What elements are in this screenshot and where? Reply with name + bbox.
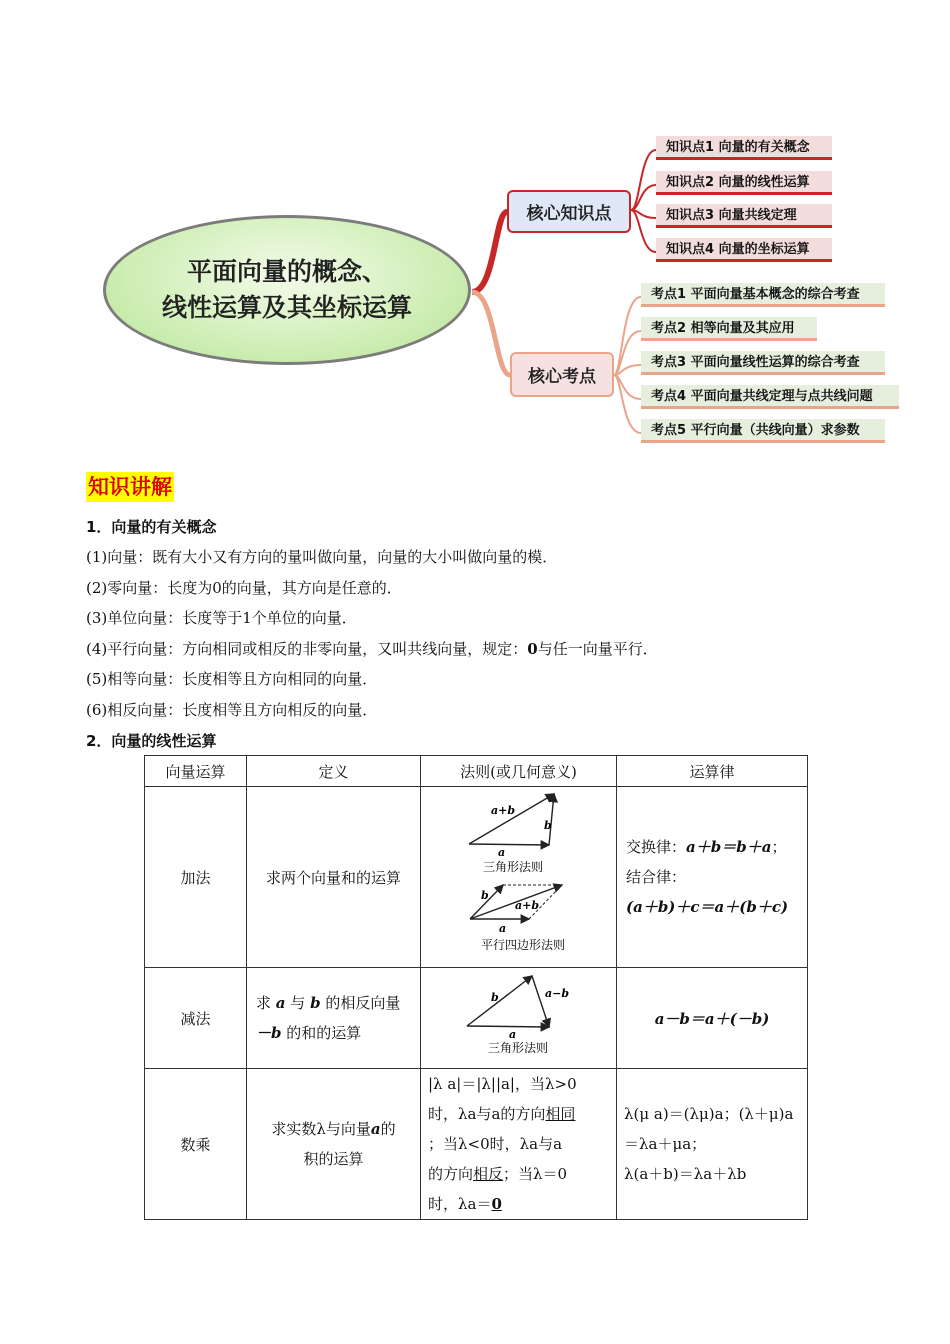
label-a-plus-b: a+b xyxy=(515,899,540,912)
knowledge-point-1: 知识点1 向量的有关概念 xyxy=(656,136,832,160)
knowledge-point-4: 知识点4 向量的坐标运算 xyxy=(656,238,832,262)
section-title: 知识讲解 xyxy=(86,472,174,502)
concept-item: (2)零向量：长度为0的向量，其方向是任意的． xyxy=(86,579,402,597)
header-op: 向量运算 xyxy=(145,756,247,787)
commutative-law: 交换律：a＋b＝b＋a； xyxy=(626,838,787,856)
def-scalar: 求实数λ与向量a的 积的运算 xyxy=(247,1069,421,1220)
concept-item: (6)相反向量：长度相等且方向相反的向量． xyxy=(86,701,378,719)
label-a: a xyxy=(499,922,507,935)
label-a-plus-b: a+b xyxy=(491,804,516,817)
knowledge-point-2: 知识点2 向量的线性运算 xyxy=(656,171,832,195)
label-a: a xyxy=(509,1028,517,1041)
table-header-row xyxy=(145,756,808,787)
concept-item: (5)相等向量：长度相等且方向相同的向量． xyxy=(86,670,378,688)
exam-point-4: 考点4 平面向量共线定理与点共线问题 xyxy=(641,385,899,409)
op-subtraction: 减法 xyxy=(145,968,247,1069)
rule-scalar: |λ a|＝|λ||a|，当λ>0 时，λa与a的方向相同 ；当λ<0时，λa与a 的方向相反；当λ＝0 时，λa＝0 xyxy=(421,1069,617,1220)
root-line-1: 平面向量的概念、 xyxy=(186,257,387,286)
hub-core-knowledge: 核心知识点 xyxy=(507,190,631,233)
law-addition xyxy=(617,787,808,968)
label-a-minus-b: a−b xyxy=(545,987,570,1000)
exam-point-2: 考点2 相等向量及其应用 xyxy=(641,317,817,341)
label-b: b xyxy=(481,889,489,902)
exam-point-5: 考点5 平行向量（共线向量）求参数 xyxy=(641,419,885,443)
zero-vector: 0 xyxy=(527,640,538,658)
knowledge-point-3: 知识点3 向量共线定理 xyxy=(656,204,832,228)
caption-triangle-rule: 三角形法则 xyxy=(487,1041,549,1055)
concept-item: (3)单位向量：长度等于1个单位的向量． xyxy=(86,609,357,627)
concept-item: (1)向量：既有大小又有方向的量叫做向量，向量的大小叫做向量的模． xyxy=(86,548,558,566)
associative-law: (a＋b)＋c＝a＋(b＋c) xyxy=(626,898,789,916)
op-scalar: 数乘 xyxy=(145,1069,247,1220)
label-b: b xyxy=(491,991,499,1004)
header-def: 定义 xyxy=(247,756,421,787)
hub-core-exam-points: 核心考点 xyxy=(510,352,614,397)
mindmap-root xyxy=(103,215,471,365)
def-subtraction: 求 a 与 b 的相反向量 －b 的和的运算 xyxy=(247,968,421,1069)
heading-concepts: 1．向量的有关概念 xyxy=(86,518,217,536)
vector-a-arrow xyxy=(469,844,549,845)
def-addition: 求两个向量和的运算 xyxy=(247,787,421,968)
table-row xyxy=(145,1069,808,1220)
table-row xyxy=(145,787,808,968)
concept-item-parallel: (4)平行向量：方向相同或相反的非零向量，又叫共线向量，规定：0与任一向量平行． xyxy=(86,640,658,658)
op-addition: 加法 xyxy=(145,787,247,968)
header-rule: 法则(或几何意义) xyxy=(421,756,617,787)
rule-subtraction xyxy=(421,968,617,1069)
vector-b-arrow xyxy=(467,976,532,1026)
caption-triangle-rule: 三角形法则 xyxy=(482,860,544,874)
label-a: a xyxy=(498,846,506,859)
vector-diff-arrow xyxy=(532,976,549,1027)
table-row xyxy=(145,968,808,1069)
vector-a-arrow xyxy=(467,1026,549,1027)
subtraction-figure xyxy=(421,968,616,1064)
exam-point-3: 考点3 平面向量线性运算的综合考查 xyxy=(641,351,885,375)
vector-sum-arrow xyxy=(469,794,554,844)
root-line-2: 线性运算及其坐标运算 xyxy=(161,293,412,322)
label-b: b xyxy=(544,819,552,832)
heading-linear-ops: 2．向量的线性运算 xyxy=(86,732,217,750)
linear-ops-table xyxy=(144,755,808,1220)
associative-law-label: 结合律： xyxy=(626,868,687,886)
law-subtraction: a－b＝a＋(－b) xyxy=(617,968,808,1069)
law-scalar: λ(μ a)＝(λμ)a；(λ＋μ)a ＝λa＋μa； λ(a＋b)＝λa＋λb xyxy=(617,1069,808,1220)
caption-parallelogram-rule: 平行四边形法则 xyxy=(480,938,566,952)
rule-addition xyxy=(421,787,617,968)
header-law: 运算律 xyxy=(617,756,808,787)
exam-point-1: 考点1 平面向量基本概念的综合考查 xyxy=(641,283,885,307)
addition-figures xyxy=(421,789,616,961)
